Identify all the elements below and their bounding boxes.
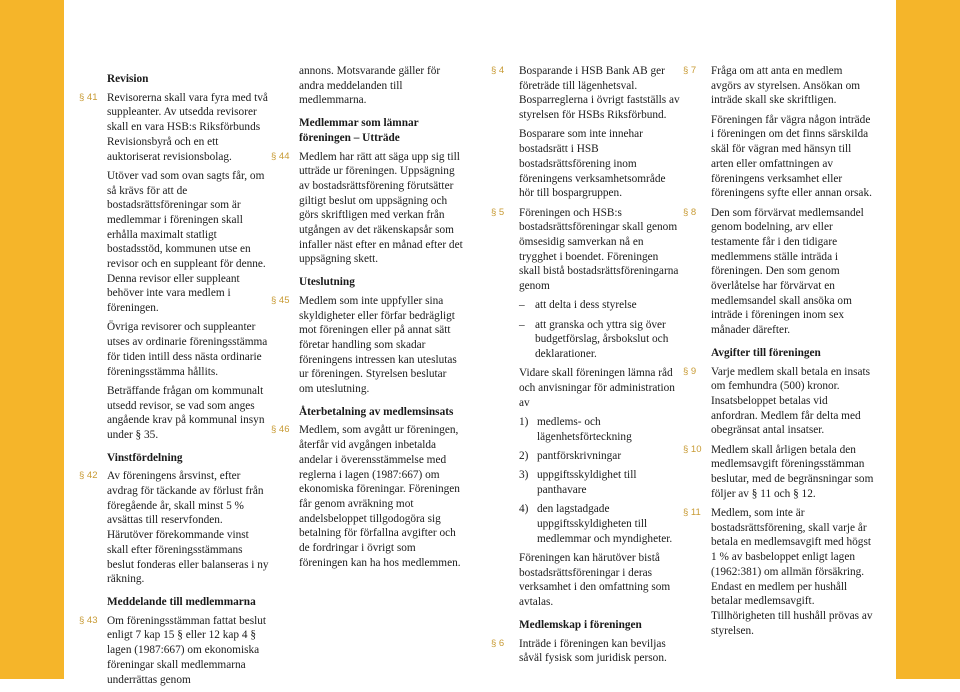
paragraph-text: Den som förvärvat medlemsandel genom bodelning, arv eller testamente får i den tidigare medlemmens ställe inträda i föreningen. Den som genom överlåtelse har förvärvat en medlemsandel skall ansöka om inträde i föreningen inom sex månader därefter. [711,206,864,337]
numbered-list-item [519,468,681,497]
paragraph-number: § 6 [491,637,505,649]
paragraph-text: Av föreningens årsvinst, efter avdrag för täckande av förlust från föregående år, skall minst 5 % avsättas till reservfonden. Härutöver förekommande vinst skall efter föreningsstämmans beslut fonderas eller balanseras i ny räkning. [107,470,269,586]
paragraph [519,127,681,201]
section-heading: Meddelande till medlemmarna [107,595,256,608]
list-marker: – [519,299,525,312]
list-marker: 4) [519,503,529,516]
text-column-1 [79,64,269,692]
paragraph [491,64,681,123]
numbered-list-item [519,502,681,546]
paragraph-text: Föreningen kan härutöver bistå bostadsrättsföreningar i deras verksamhet i den omfattning som avtalas. [519,552,671,609]
paragraph-number: § 45 [271,294,290,306]
list-item-text: att delta i dess styrelse [535,299,637,312]
paragraph-text: Beträffande frågan om kommunalt utsedd revisor, se vad som anges angående krav på kommunal insyn under § 35. [107,384,265,441]
paragraph [79,91,269,165]
paragraph-text: Medlem skall årligen betala den medlemsavgift föreningsstämman beslutar, med de begränsningar som följer av § 11 och § 12. [711,443,874,500]
dash-list-item [519,318,681,362]
paragraph-text: Medlem, som avgått ur föreningen, återfår vid avgången inbetalda andelar i överensstämmelse med reglerna i lagen (1987:667) om ekonomiska föreningar. Föreningen får genom avräkning mot andelsbeloppet tillgodogöra sig betalning för förfallna avgifter och de fordringar i övrigt som föreningen kan ha hos medlemmen. [299,424,461,569]
section-heading: Revision [107,73,149,85]
paragraph-text: Föreningen och HSB:s bostadsrättsföreningar skall genom ömsesidig samverkan nå en trygghet i boendet. Föreningen skall bistå bostadsrättsföreningarna genom [519,206,679,293]
paragraph [107,169,269,316]
paragraph [683,443,875,502]
paragraph [683,64,875,108]
paragraph-number: § 9 [683,365,697,377]
paragraph [107,384,269,443]
paragraph-text: Medlem, som inte är bostadsrättsförening, skall varje år betala en medlemsavgift med högst 1 % av basbeloppet enligt lagen (1962:381) om allmän försäkring. Endast en medlem per hushåll betalar medlemsavgift. Tillhörigheten till hushåll prövas av styrelsen. [711,507,873,637]
paragraph-text: Övriga revisorer och suppleanter utses av ordinarie föreningsstämma för tiden intill dess nästa ordinarie föreningsstämma hållits. [107,321,268,378]
text-column-2 [271,64,463,575]
paragraph-number: § 10 [683,443,702,455]
paragraph-text: Varje medlem skall betala en insats om femhundra (500) kronor. Insatsbeloppet betalas vid anfordran. Medlem får delta med obegränsat antal insatser. [711,365,871,437]
paragraph [271,294,463,397]
section-heading: Medlemskap i föreningen [519,618,642,631]
paragraph [271,150,463,268]
list-marker: 1) [519,416,529,429]
list-marker: – [519,318,525,331]
paragraph [299,64,463,108]
paragraph-number: § 7 [683,65,697,76]
paragraph-number: § 41 [79,91,98,103]
paragraph-text: Föreningen får vägra någon inträde i föreningen om det finns särskilda skäl för vägran med hänsyn till arten eller omfattningen av föreningens verksamhet eller föreningens syfte eller annan orsak. [711,113,872,200]
paragraph-text: Medlem som inte uppfyller sina skyldigheter eller förfar bedrägligt mot föreningen eller på annat sätt företar handling som skadar föreningens intressen kan uteslutas ur föreningen. Styrelsen beslutar om uteslutning. [299,294,457,396]
paragraph-number: § 43 [79,614,98,626]
section-heading: Uteslutning [299,276,355,289]
paragraph [519,551,681,610]
section-heading: Medlemmar som lämnar föreningen – Utträde [299,117,419,144]
paragraph-text: Bosparare som inte innehar bostadsrätt i HSB bostadsrättsförening inom föreningens verksamhetsområde hör till bospargruppen. [519,128,666,200]
paragraph [519,366,681,410]
paragraph [683,506,875,638]
section-heading: Avgifter till föreningen [711,346,821,359]
paragraph-text: annons. Motsvarande gäller för andra meddelanden till medlemmarna. [299,65,441,107]
section-heading: Vinstfördelning [107,451,183,464]
paragraph-text: Vidare skall föreningen lämna råd och anvisningar för administration av [519,367,675,409]
paragraph [79,469,269,587]
paragraph [683,206,875,338]
paragraph-text: Fråga om att anta en medlem avgörs av styrelsen. Ansökan om inträde skall ske skriftligen. [711,65,861,107]
list-item-text: att granska och yttra sig över budgetförslag, årsbokslut och deklarationer. [535,318,669,361]
list-marker: 2) [519,450,529,463]
paragraph [491,637,681,666]
paragraph-number: § 46 [271,424,290,436]
paragraph [711,113,875,201]
paragraph-number: § 4 [491,65,505,76]
paragraph [79,614,269,688]
paragraph-text: Revisorerna skall vara fyra med två suppleanter. Av utsedda revisorer skall en vara HSB:s Riksförbunds Revisionsbyrå och en ett auktoriserat revisionsbolag. [107,91,268,163]
text-column-3 [491,64,681,671]
paragraph [491,206,681,294]
numbered-list-item [519,449,681,464]
text-column-4 [683,64,875,643]
section-heading: Återbetalning av medlemsinsats [299,405,454,418]
left-margin-band [0,0,64,679]
paragraph-number: § 5 [491,206,505,218]
paragraph-number: § 8 [683,206,697,218]
list-marker: 3) [519,469,529,482]
paragraph-text: Bosparande i HSB Bank AB ger företräde till lägenhetsval. Bosparreglerna i övrigt fastställs av styrelsen för HSBs Riksförbund. [519,65,680,122]
paragraph [683,365,875,439]
list-item-text: pantförskrivningar [537,450,622,463]
paragraph-number: § 42 [79,470,98,482]
paragraph [271,423,463,570]
paragraph-number: § 11 [683,507,701,519]
paragraph-text: Om föreningsstämman fattat beslut enligt 7 kap 15 § eller 12 kap 4 § lagen (1987:667) om ekonomiska föreningar skall medlemmarna underrättas genom [107,614,267,686]
numbered-list-item [519,415,681,444]
paragraph-number: § 44 [271,150,290,162]
right-margin-band [896,0,960,679]
dash-list-item [519,298,681,313]
list-item-text: medlems- och lägenhetsförteckning [537,416,632,443]
list-item-text: uppgiftsskyldighet till panthavare [537,469,637,497]
paragraph-text: Medlem har rätt att säga upp sig till utträde ur föreningen. Uppsägning av bostadsrättsförening förutsätter giltigt beslut om uppsägning och görs skriftligen med verkan från utgången av det räkenskapsår som infaller näst efter en månad efter det uppsägning skett. [299,150,463,266]
paragraph [107,320,269,379]
list-item-text: den lagstadgade uppgiftsskyldigheten till medlemmar och myndigheter. [537,503,673,545]
paragraph-text: Inträde i föreningen kan beviljas såväl fysisk som juridisk person. [519,637,667,665]
paragraph-text: Utöver vad som ovan sagts får, om så krävs för att de bostadsrättsföreningar som är medlemmar i föreningen skall erhålla maximalt statligt bostadsstöd, kommunen utse en revisor och en suppleant för denne. Denna revisor eller suppleant behöver inte vara medlem i föreningen. [107,169,266,315]
